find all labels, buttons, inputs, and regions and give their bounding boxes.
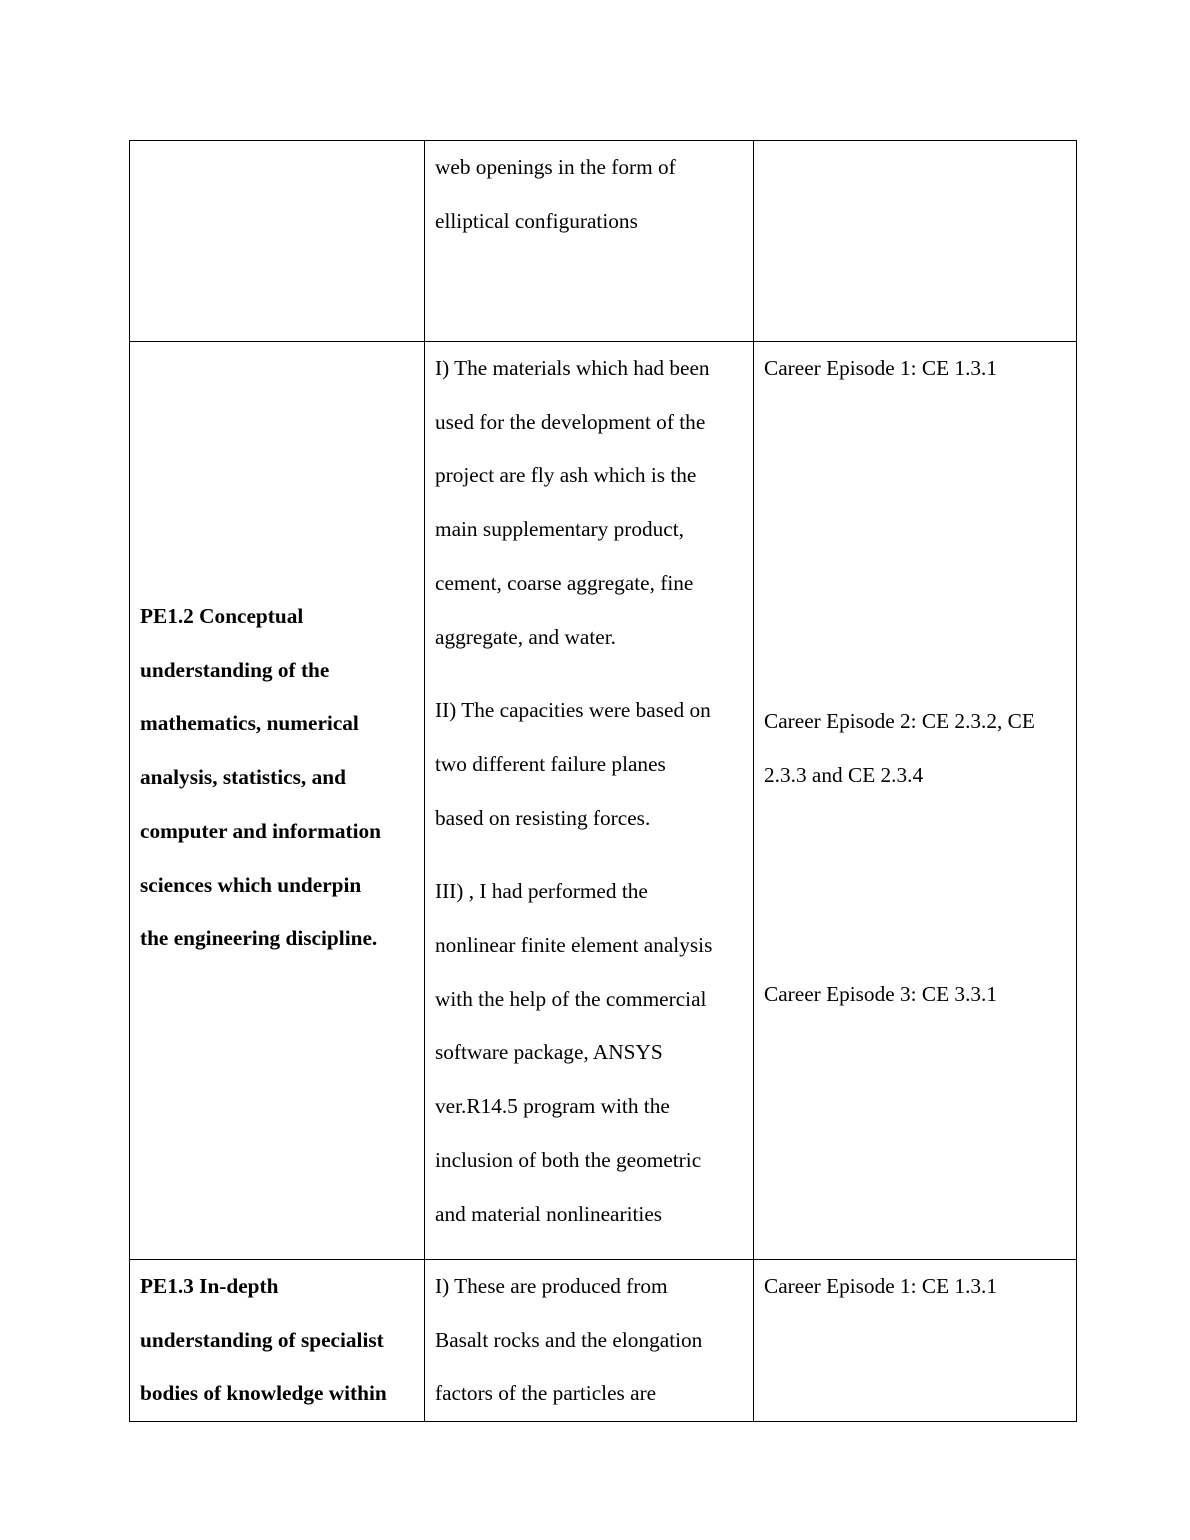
reference-line: Career Episode 2: CE 2.3.2, CE (764, 709, 1035, 733)
criteria-line: mathematics, numerical (140, 711, 359, 736)
criteria-line: computer and information (140, 818, 381, 843)
evidence-line: I) These are produced from (435, 1274, 668, 1298)
criteria-text (140, 590, 381, 966)
reference-cell (754, 1260, 1077, 1422)
reference-cell (754, 342, 1077, 1260)
evidence-line: main supplementary product, (435, 517, 684, 542)
reference-entry (764, 695, 1035, 802)
table-row (130, 141, 1077, 342)
criteria-line: analysis, statistics, and (140, 765, 346, 790)
criteria-line: PE1.3 In-depth (140, 1274, 279, 1298)
table-row (130, 342, 1077, 1260)
criteria-line: PE1.2 Conceptual (140, 604, 304, 628)
evidence-paragraph (435, 684, 743, 845)
criteria-cell (130, 342, 425, 1260)
criteria-line: understanding of specialist (140, 1327, 384, 1352)
criteria-cell (130, 141, 425, 342)
criteria-line: sciences which underpin (140, 872, 362, 897)
competency-table (129, 140, 1077, 1422)
evidence-cell (425, 141, 754, 342)
evidence-line: aggregate, and water. (435, 624, 616, 649)
criteria-line: bodies of knowledge within (140, 1381, 387, 1406)
evidence-line: II) The capacities were based on (435, 698, 711, 723)
evidence-line: with the help of the commercial (435, 986, 707, 1011)
evidence-line: inclusion of both the geometric (435, 1147, 702, 1172)
evidence-line: based on resisting forces. (435, 805, 651, 830)
evidence-line: used for the development of the (435, 409, 706, 434)
evidence-line: two different failure planes (435, 751, 666, 776)
evidence-paragraph (435, 865, 743, 1241)
reference-entry (764, 342, 997, 396)
evidence-cell (425, 1260, 754, 1422)
evidence-line: ver.R14.5 program with the (435, 1094, 670, 1119)
table-row (130, 1260, 1077, 1422)
evidence-line: web openings in the form of (435, 155, 676, 179)
reference-cell (754, 141, 1077, 342)
evidence-paragraph (435, 342, 743, 664)
evidence-line: III) , I had performed the (435, 879, 648, 904)
criteria-line: understanding of the (140, 657, 330, 682)
evidence-line: and material nonlinearities (435, 1201, 663, 1226)
reference-entry (764, 968, 997, 1022)
evidence-line: software package, ANSYS (435, 1040, 663, 1065)
reference-line: Career Episode 3: CE 3.3.1 (764, 982, 998, 1006)
evidence-line: cement, coarse aggregate, fine (435, 570, 694, 595)
evidence-line: Basalt rocks and the elongation (435, 1327, 703, 1352)
reference-line: Career Episode 1: CE 1.3.1 (764, 356, 998, 380)
evidence-line: factors of the particles are (435, 1381, 657, 1406)
reference-line: 2.3.3 and CE 2.3.4 (764, 762, 924, 787)
evidence-line: nonlinear finite element analysis (435, 933, 713, 958)
reference-line: Career Episode 1: CE 1.3.1 (764, 1274, 998, 1298)
evidence-line: elliptical configurations (435, 208, 638, 233)
criteria-line: the engineering discipline. (140, 926, 378, 951)
evidence-line: project are fly ash which is the (435, 463, 697, 488)
criteria-cell (130, 1260, 425, 1422)
evidence-line: I) The materials which had been (435, 356, 710, 380)
evidence-cell (425, 342, 754, 1260)
